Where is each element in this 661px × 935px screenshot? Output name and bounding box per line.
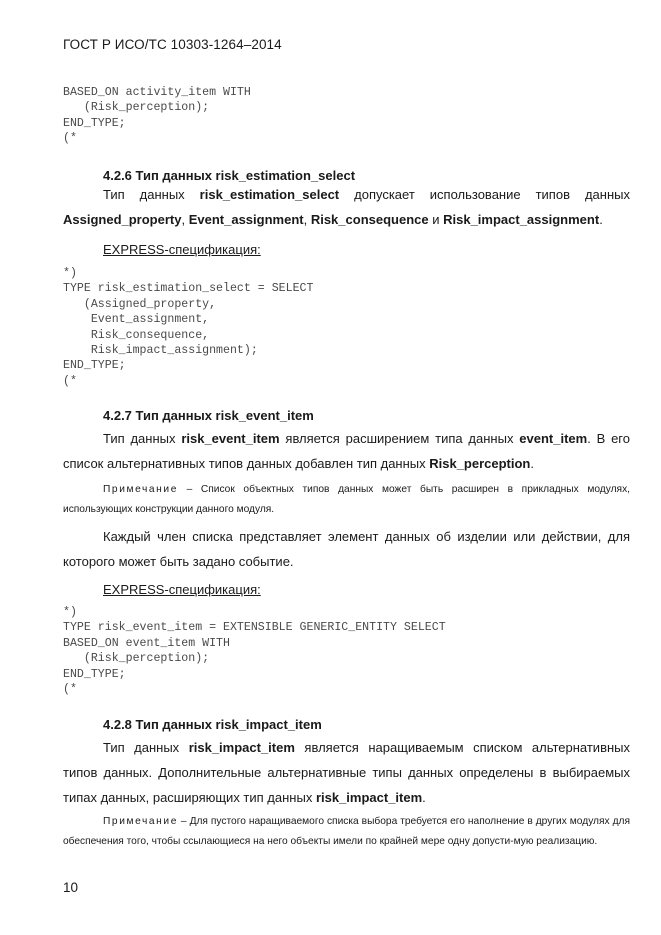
paragraph-list-member: Каждый член списка представляет элемент данных об изделии или действии, для которого может быть задано событие.	[63, 529, 630, 569]
express-spec-label-4-2-7: EXPRESS-спецификация:	[103, 582, 261, 597]
section-heading-4-2-7: 4.2.7 Тип данных risk_event_item	[103, 408, 314, 423]
code-block-risk-estimation-select: *) TYPE risk_estimation_select = SELECT (Assigned_property, Event_assignment, Risk_consequence, Risk_impact_assignment); END_TYPE; (*	[63, 267, 314, 388]
section-heading-4-2-6: 4.2.6 Тип данных risk_estimation_select	[103, 168, 356, 183]
page-number: 10	[63, 880, 79, 895]
code-block-risk-event-item: *) TYPE risk_event_item = EXTENSIBLE GENERIC_ENTITY SELECT BASED_ON event_item WITH (Risk_perception); END_TYPE; (*	[63, 606, 446, 697]
note-risk-impact-item: Примечание – Для пустого наращиваемого списка выбора требуется его наполнение в других модулях для обеспечения того, чтобы ссылающиеся на него объекты имели по крайней мере одну допусти-мую реализацию.	[63, 816, 630, 847]
paragraph-risk-event-item: Тип данных risk_event_item является расширением типа данных event_item. В его список альтернативных типов данных добавлен тип данных Risk_perception.	[63, 431, 630, 471]
paragraph-risk-estimation-select: Тип данных risk_estimation_select допускает использование типов данных Assigned_property, Event_assignment, Risk_consequence и Risk_impact_assignment.	[63, 187, 630, 227]
section-heading-4-2-8: 4.2.8 Тип данных risk_impact_item	[103, 717, 322, 732]
express-spec-label-4-2-6: EXPRESS-спецификация:	[103, 242, 261, 257]
note-risk-event-item: Примечание – Список объектных типов данных может быть расширен в прикладных модулях, использующих конструкции данного модуля.	[63, 484, 630, 515]
document-header: ГОСТ Р ИСО/ТС 10303-1264–2014	[63, 37, 282, 52]
code-block-activity-item: BASED_ON activity_item WITH (Risk_perception); END_TYPE; (*	[63, 86, 251, 146]
paragraph-risk-impact-item: Тип данных risk_impact_item является наращиваемым списком альтернативных типов данных. Дополнительные альтернативные типы данных определены в выбираемых типах данных, расширяющих тип данных risk_impact_item.	[63, 740, 630, 805]
